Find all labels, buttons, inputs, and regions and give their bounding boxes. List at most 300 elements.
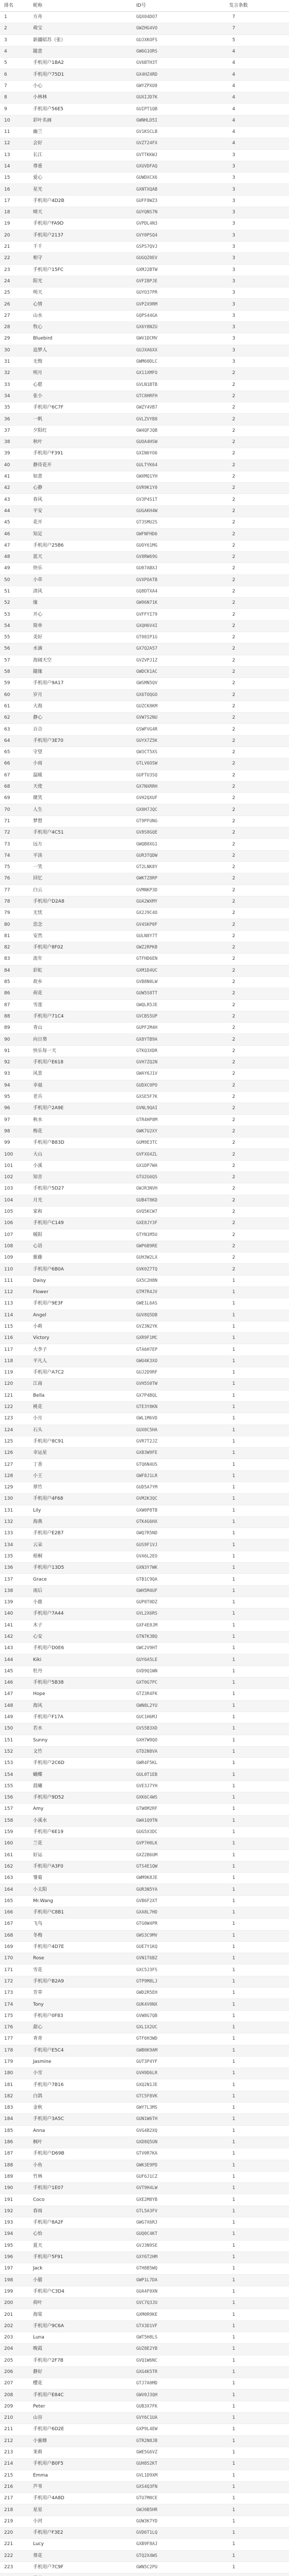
table-row[interactable] [0,1804,289,1815]
message-count-cell: 1 [225,1367,289,1379]
message-count-cell: 1 [225,2160,289,2171]
table-row[interactable] [0,1964,289,1976]
id-cell: GVZ3N2YK [132,1321,225,1332]
table-row[interactable] [0,988,289,999]
table-row[interactable] [0,1631,289,1642]
message-count-cell: 3 [225,149,289,161]
table-row[interactable] [0,1873,289,1884]
rank-cell: 168 [0,1930,29,1941]
table-row[interactable] [0,138,289,149]
table-row[interactable] [0,436,289,448]
nickname-cell: 幸福 [29,1080,132,1091]
table-row[interactable] [0,908,289,919]
table-row[interactable] [0,1781,289,1792]
table-row[interactable] [0,2045,289,2056]
table-row[interactable] [0,173,289,184]
table-row[interactable] [0,494,289,505]
nickname-cell: 小猫 [29,2275,132,2286]
table-row[interactable] [0,2516,289,2527]
table-row[interactable] [0,2091,289,2102]
table-row[interactable] [0,2493,289,2504]
table-row[interactable] [0,195,289,207]
table-row[interactable] [0,2148,289,2160]
message-count-cell: 1 [225,1620,289,1631]
table-row[interactable] [0,770,289,781]
table-row[interactable] [0,1011,289,1022]
table-row[interactable] [0,655,289,666]
message-count-cell: 2 [225,701,289,712]
table-row[interactable] [0,1505,289,1516]
table-row[interactable] [0,1677,289,1689]
table-row[interactable] [0,230,289,241]
table-row[interactable] [0,2562,289,2573]
table-row[interactable] [0,1608,289,1620]
table-row[interactable] [0,1758,289,1769]
table-row[interactable] [0,1769,289,1781]
table-row[interactable] [0,1574,289,1585]
table-row[interactable] [0,1286,289,1298]
table-row[interactable] [0,1551,289,1562]
table-row[interactable] [0,2263,289,2275]
table-row[interactable] [0,1069,289,1080]
table-row[interactable] [0,574,289,586]
table-row[interactable] [0,793,289,804]
rank-cell: 214 [0,2459,29,2470]
table-row[interactable] [0,1218,289,1229]
table-row[interactable] [0,92,289,104]
table-row[interactable] [0,1470,289,1482]
table-row[interactable] [0,1264,289,1275]
table-row[interactable] [0,1815,289,1826]
table-row[interactable] [0,1999,289,2010]
table-row[interactable] [0,2401,289,2412]
table-row[interactable] [0,1711,289,1723]
table-row[interactable] [0,80,289,92]
table-row[interactable] [0,1988,289,1999]
rank-cell: 31 [0,356,29,367]
id-cell: GXT0G7PC [132,1677,225,1689]
table-row[interactable] [0,678,289,689]
rank-cell: 88 [0,1011,29,1022]
message-count-cell: 1 [225,2459,289,2470]
table-row[interactable] [0,1850,289,1861]
table-row[interactable] [0,1666,289,1677]
nickname-cell: 春雨 [29,2206,132,2217]
message-count-cell: 1 [225,1448,289,1459]
table-row[interactable] [0,69,289,80]
table-row[interactable] [0,1516,289,1528]
table-row[interactable] [0,379,289,391]
nickname-cell: 月光 [29,1195,132,1206]
table-row[interactable] [0,368,289,379]
table-row[interactable] [0,1252,289,1264]
table-row[interactable] [0,1941,289,1953]
rank-cell: 8 [0,92,29,104]
table-row[interactable] [0,460,289,471]
rank-cell: 121 [0,1390,29,1401]
table-row[interactable] [0,333,289,345]
table-row[interactable] [0,1310,289,1321]
id-cell: GVPDL4N3 [132,218,225,230]
table-row[interactable] [0,161,289,172]
table-row[interactable] [0,1413,289,1425]
table-row[interactable] [0,2459,289,2470]
table-row[interactable] [0,1023,289,1034]
table-row[interactable] [0,2217,289,2229]
table-row[interactable] [0,253,289,264]
table-row[interactable] [0,1930,289,1941]
table-row[interactable] [0,1976,289,1987]
message-count-cell: 2 [225,460,289,471]
id-cell: GTYN1M5U [132,1229,225,1241]
table-row[interactable] [0,1401,289,1413]
table-row[interactable] [0,35,289,46]
table-row[interactable] [0,2447,289,2458]
table-row[interactable] [0,58,289,69]
nickname-cell: 雏菊 [29,1873,132,1884]
table-row[interactable] [0,1138,289,1149]
rank-cell: 15 [0,173,29,184]
table-row[interactable] [0,104,289,115]
id-cell: GUH8S2KT [132,2459,225,2470]
table-row[interactable] [0,2240,289,2251]
table-row[interactable] [0,1436,289,1447]
table-row[interactable] [0,471,289,482]
table-row[interactable] [0,965,289,976]
message-count-cell: 1 [225,2148,289,2160]
table-row[interactable] [0,2275,289,2286]
table-row[interactable] [0,2103,289,2114]
table-row[interactable] [0,2355,289,2366]
table-row[interactable] [0,2550,289,2562]
table-row[interactable] [0,505,289,517]
table-row[interactable] [0,2481,289,2493]
table-row[interactable] [0,2206,289,2217]
id-cell: GWY7L3MS [132,2103,225,2114]
table-row[interactable] [0,2194,289,2206]
table-row[interactable] [0,2424,289,2435]
table-row[interactable] [0,149,289,161]
table-row[interactable] [0,609,289,620]
table-row[interactable] [0,529,289,540]
table-row[interactable] [0,747,289,758]
rank-cell: 134 [0,1539,29,1551]
table-row[interactable] [0,827,289,839]
table-row[interactable] [0,2366,289,2378]
table-row[interactable] [0,1735,289,1746]
table-row[interactable] [0,1689,289,1700]
table-row[interactable] [0,2320,289,2332]
table-row[interactable] [0,816,289,827]
id-cell: GXS4Q3FN [132,2481,225,2493]
table-row[interactable] [0,885,289,896]
table-row[interactable] [0,1528,289,1539]
rank-cell: 147 [0,1689,29,1700]
rank-cell: 192 [0,2206,29,2217]
table-row[interactable] [0,1275,289,1286]
column-header-nickname[interactable]: 昵称 [29,0,132,12]
table-row[interactable] [0,1114,289,1126]
id-cell: GVXPOATB [132,574,225,586]
table-row[interactable] [0,2022,289,2033]
id-cell: GWE5G6VZ [132,2447,225,2458]
table-row[interactable] [0,1229,289,1241]
nickname-cell: Peter [29,2401,132,2412]
id-cell: GVL1D9XM [132,2470,225,2481]
table-row[interactable] [0,1654,289,1666]
id-cell: GWK7U2XY [132,1126,225,1137]
table-row[interactable] [0,758,289,770]
table-row[interactable] [0,1367,289,1379]
nickname-cell: 家和 [29,1206,132,1217]
nickname-cell: 回忆 [29,873,132,885]
id-cell: GXA8L7HD [132,1907,225,1918]
table-row[interactable] [0,689,289,701]
table-row[interactable] [0,2229,289,2240]
message-count-cell: 3 [225,195,289,207]
table-row[interactable] [0,126,289,138]
table-row[interactable] [0,276,289,287]
table-row[interactable] [0,483,289,494]
table-row[interactable] [0,2309,289,2320]
table-row[interactable] [0,2332,289,2343]
table-row[interactable] [0,873,289,885]
table-row[interactable] [0,1333,289,1344]
column-header-rank[interactable]: 排名 [0,0,29,12]
table-row[interactable] [0,287,289,299]
id-cell: GUS9F1VJ [132,1539,225,1551]
table-row[interactable] [0,724,289,735]
table-row[interactable] [0,1494,289,1505]
table-row[interactable] [0,2114,289,2125]
nickname-cell: 手机用户D0E6 [29,1643,132,1654]
rank-cell: 162 [0,1861,29,1872]
table-row[interactable] [0,666,289,677]
table-row[interactable] [0,2470,289,2481]
table-row[interactable] [0,563,289,574]
table-row[interactable] [0,781,289,792]
table-row[interactable] [0,2344,289,2355]
table-row[interactable] [0,12,289,23]
table-row[interactable] [0,23,289,35]
id-cell: GVY0PSQ4 [132,230,225,241]
id-cell: GQPS44GA [132,310,225,321]
table-row[interactable] [0,839,289,850]
table-row[interactable] [0,804,289,816]
message-count-cell: 1 [225,2171,289,2182]
table-row[interactable] [0,1585,289,1597]
table-row[interactable] [0,1103,289,1114]
table-row[interactable] [0,2183,289,2194]
table-row[interactable] [0,1746,289,1757]
table-row[interactable] [0,356,289,367]
table-row[interactable] [0,976,289,988]
id-cell: GX11XMFO [132,368,225,379]
table-row[interactable] [0,586,289,597]
table-row[interactable] [0,414,289,425]
table-row[interactable] [0,2033,289,2045]
table-row[interactable] [0,540,289,551]
rank-cell: 101 [0,1160,29,1172]
table-row[interactable] [0,896,289,907]
table-row[interactable] [0,735,289,747]
table-row[interactable] [0,310,289,321]
table-row[interactable] [0,1792,289,1804]
table-row[interactable] [0,850,289,861]
table-row[interactable] [0,1826,289,1838]
table-row[interactable] [0,643,289,655]
table-row[interactable] [0,115,289,126]
table-row[interactable] [0,2528,289,2539]
table-row[interactable] [0,2389,289,2401]
nickname-cell: 手机用户8F02 [29,942,132,954]
table-row[interactable] [0,1620,289,1631]
table-row[interactable] [0,1390,289,1401]
table-row[interactable] [0,2068,289,2079]
table-row[interactable] [0,391,289,402]
table-row[interactable] [0,1723,289,1735]
id-cell: GULTYK64 [132,460,225,471]
table-row[interactable] [0,999,289,1011]
table-row[interactable] [0,1907,289,1918]
table-row[interactable] [0,1953,289,1964]
table-row[interactable] [0,46,289,57]
nickname-cell: 手机用户9D52 [29,1792,132,1804]
table-row[interactable] [0,2435,289,2447]
table-row[interactable] [0,1355,289,1367]
table-row[interactable] [0,2539,289,2550]
table-row[interactable] [0,1643,289,1654]
table-row[interactable] [0,517,289,529]
table-row[interactable] [0,620,289,632]
table-row[interactable] [0,2171,289,2182]
message-count-cell: 1 [225,1666,289,1677]
table-row[interactable] [0,2137,289,2148]
table-row[interactable] [0,1700,289,1711]
rank-cell: 13 [0,149,29,161]
table-row[interactable] [0,1425,289,1436]
table-row[interactable] [0,1045,289,1057]
table-row[interactable] [0,1241,289,1252]
table-row[interactable] [0,919,289,930]
table-row[interactable] [0,701,289,712]
table-row[interactable] [0,1884,289,1895]
message-count-cell: 4 [225,46,289,57]
table-row[interactable] [0,1459,289,1470]
table-row[interactable] [0,942,289,954]
nickname-cell: 新疆昭苏（张） [29,35,132,46]
table-row[interactable] [0,551,289,563]
table-row[interactable] [0,1091,289,1103]
table-row[interactable] [0,2504,289,2516]
table-row[interactable] [0,2160,289,2171]
table-row[interactable] [0,713,289,724]
nickname-cell: 梧桐 [29,1551,132,1562]
table-row[interactable] [0,1321,289,1332]
id-cell: GWKTZ8RP [132,873,225,885]
message-count-cell: 1 [225,2401,289,2412]
table-row[interactable] [0,1861,289,1872]
table-row[interactable] [0,1172,289,1183]
table-row[interactable] [0,1080,289,1091]
table-row[interactable] [0,1034,289,1045]
message-count-cell: 2 [225,1264,289,1275]
table-row[interactable] [0,2573,289,2576]
table-row[interactable] [0,322,289,333]
rank-cell: 79 [0,908,29,919]
table-row[interactable] [0,241,289,252]
table-row[interactable] [0,598,289,609]
table-row[interactable] [0,954,289,965]
table-row[interactable] [0,1838,289,1850]
nickname-cell: 美好 [29,632,132,643]
table-row[interactable] [0,2298,289,2309]
rank-cell: 132 [0,1516,29,1528]
table-row[interactable] [0,299,289,310]
table-row[interactable] [0,632,289,643]
table-row[interactable] [0,1183,289,1195]
nickname-cell: 春风 [29,494,132,505]
message-count-cell: 1 [225,2366,289,2378]
table-row[interactable] [0,425,289,436]
table-row[interactable] [0,207,289,218]
id-cell: GTR2N8JB [132,2435,225,2447]
table-row[interactable] [0,1563,289,1574]
table-row[interactable] [0,1057,289,1069]
table-row[interactable] [0,2413,289,2424]
table-row[interactable] [0,1448,289,1459]
table-row[interactable] [0,1597,289,1608]
table-row[interactable] [0,184,289,195]
table-row[interactable] [0,1919,289,1930]
table-row[interactable] [0,861,289,873]
table-row[interactable] [0,2010,289,2022]
id-cell: GWV0J3QH [132,2389,225,2401]
table-row[interactable] [0,218,289,230]
table-row[interactable] [0,930,289,942]
nickname-cell: 秋叶 [29,436,132,448]
table-row[interactable] [0,1160,289,1172]
id-cell: GVT9H4LW [132,2183,225,2194]
table-row[interactable] [0,1126,289,1137]
table-row[interactable] [0,2286,289,2297]
table-row[interactable] [0,2378,289,2389]
column-header-id[interactable]: ID号 [132,0,225,12]
table-row[interactable] [0,2056,289,2067]
table-row[interactable] [0,1344,289,1355]
table-row[interactable] [0,264,289,276]
table-row[interactable] [0,1206,289,1217]
rank-cell: 198 [0,2275,29,2286]
table-row[interactable] [0,1379,289,1390]
table-row[interactable] [0,2251,289,2263]
table-row[interactable] [0,1539,289,1551]
table-row[interactable] [0,448,289,460]
table-row[interactable] [0,1298,289,1310]
message-count-cell: 2 [225,1103,289,1114]
column-header-message-count[interactable]: 发言条数 [225,0,289,12]
table-row[interactable] [0,1195,289,1206]
nickname-cell: 手机用户C8B1 [29,1907,132,1918]
id-cell: GUYQNS7N [132,207,225,218]
table-row[interactable] [0,1895,289,1907]
table-row[interactable] [0,2125,289,2137]
table-row[interactable] [0,402,289,414]
table-row[interactable] [0,1149,289,1160]
table-row[interactable] [0,345,289,356]
table-row[interactable] [0,1482,289,1494]
table-row[interactable] [0,2079,289,2091]
